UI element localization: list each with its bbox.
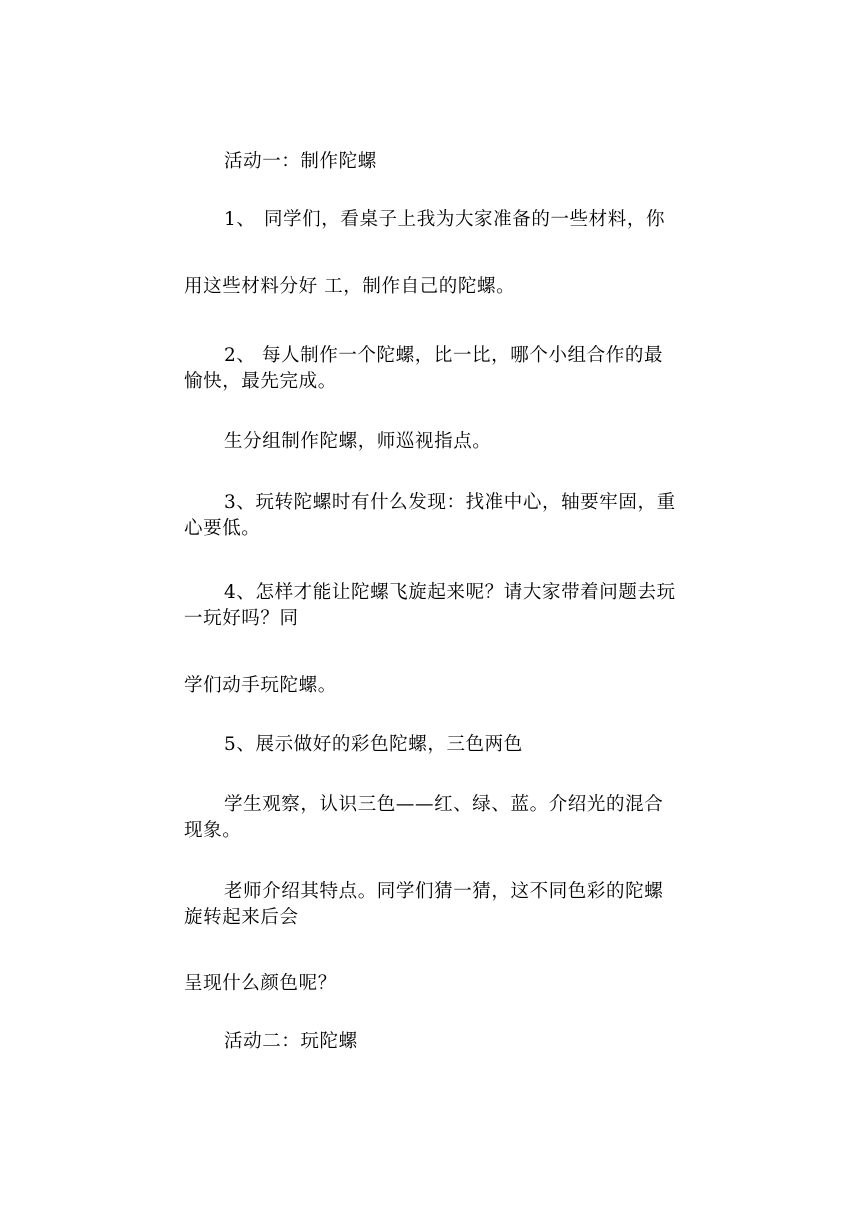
paragraph-line: 一玩好吗？同 (184, 608, 299, 629)
heading-activity-two: 活动二：玩陀螺 (224, 1031, 358, 1052)
paragraph-line: 2、 每人制作一个陀螺，比一比，哪个小组合作的最 (224, 345, 664, 366)
paragraph-line: 愉快，最先完成。 (184, 371, 337, 392)
paragraph-line: 心要低。 (184, 518, 261, 539)
heading-activity-one: 活动一：制作陀螺 (224, 151, 377, 172)
paragraph-line: 1、 同学们，看桌子上我为大家准备的一些材料，你 (224, 209, 666, 230)
paragraph-line: 3、玩转陀螺时有什么发现：找准中心，轴要牢固，重 (224, 492, 676, 513)
paragraph-line: 5、展示做好的彩色陀螺，三色两色 (224, 734, 523, 755)
paragraph-line: 呈现什么颜色呢？ (184, 973, 337, 994)
paragraph-line: 现象。 (184, 820, 242, 841)
paragraph-line: 旋转起来后会 (184, 907, 299, 928)
paragraph-line: 老师介绍其特点。同学们猜一猜，这不同色彩的陀螺 (224, 881, 664, 902)
paragraph-line: 生分组制作陀螺，师巡视指点。 (224, 431, 492, 452)
paragraph-line: 学们动手玩陀螺。 (184, 675, 337, 696)
paragraph-line: 4、怎样才能让陀螺飞旋起来呢？请大家带着问题去玩 (224, 582, 676, 603)
paragraph-line: 学生观察，认识三色——红、绿、蓝。介绍光的混合 (224, 794, 664, 815)
paragraph-line: 用这些材料分好 工，制作自己的陀螺。 (184, 276, 516, 297)
